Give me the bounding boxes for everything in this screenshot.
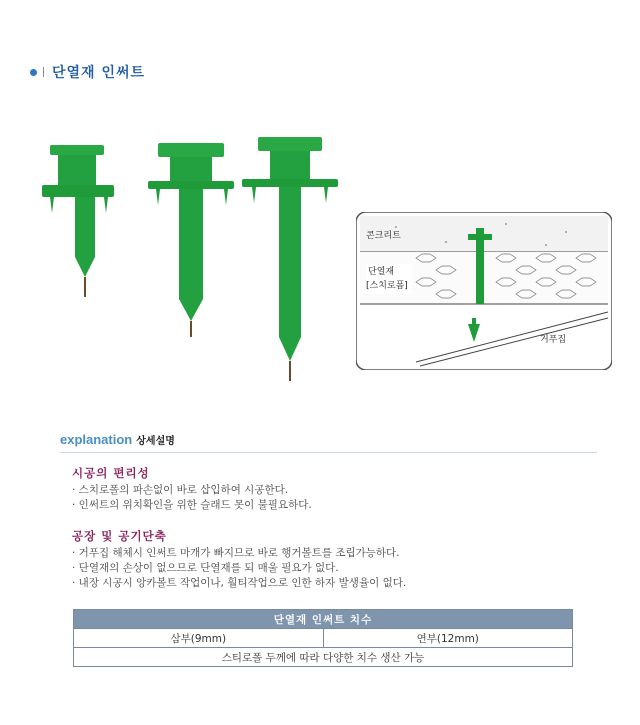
- insert-small: [42, 145, 114, 297]
- page-title: 단열재 인써트: [52, 65, 146, 81]
- table-row: [74, 629, 573, 648]
- installation-diagram: [356, 212, 612, 370]
- insert-large: [242, 137, 338, 381]
- list-item: · 거푸집 해체시 인써트 마개가 빠지므로 바로 행거볼트를 조립가능하다.: [72, 547, 400, 559]
- dimensions-table: [73, 609, 573, 667]
- title-divider: [43, 67, 44, 77]
- table-cell: 연부(12mm): [323, 629, 573, 648]
- diagram-label-formwork: 거푸집: [540, 335, 567, 345]
- list-item: · 스치로폴의 파손없이 바로 삽입하여 시공한다.: [72, 484, 289, 496]
- explanation-header: [60, 432, 175, 447]
- section-title: 시공의 편리성: [72, 466, 150, 480]
- bullet-dot-icon: [30, 69, 37, 76]
- insert-medium: [148, 143, 234, 337]
- list-item: · 단열재의 손상이 없으므로 단열재를 되 매울 필요가 없다.: [72, 562, 339, 574]
- list-item: · 인써트의 위치확인을 위한 슬래드 못이 불필요하다.: [72, 499, 312, 511]
- table-row: [74, 648, 573, 667]
- table-note: 스티로폴 두께에 따라 다양한 치수 생산 가능: [74, 648, 573, 667]
- table-header-row: [74, 610, 573, 629]
- page-header: [30, 62, 145, 82]
- diagram-label-insulation: 단열재: [368, 267, 395, 277]
- insert-products-image: [30, 125, 350, 395]
- list-item: · 내장 시공시 앙카볼트 작업이나, 훨티작업으로 인한 하자 발생율이 없다.: [72, 577, 407, 589]
- section-convenience: [72, 465, 312, 513]
- diagram-label-styrofoam: [스치로폼]: [366, 281, 408, 291]
- table-cell: 삼부(9mm): [74, 629, 324, 648]
- section-title: 공장 및 공기단축: [72, 529, 167, 543]
- diagram-label-concrete: 콘크리트: [366, 231, 401, 241]
- explanation-divider: [60, 452, 597, 453]
- table-header: 단열재 인써트 치수: [74, 610, 573, 629]
- section-schedule: [72, 528, 406, 591]
- explanation-label-ko: 상세설명: [136, 436, 175, 447]
- explanation-label: explanation: [60, 432, 133, 447]
